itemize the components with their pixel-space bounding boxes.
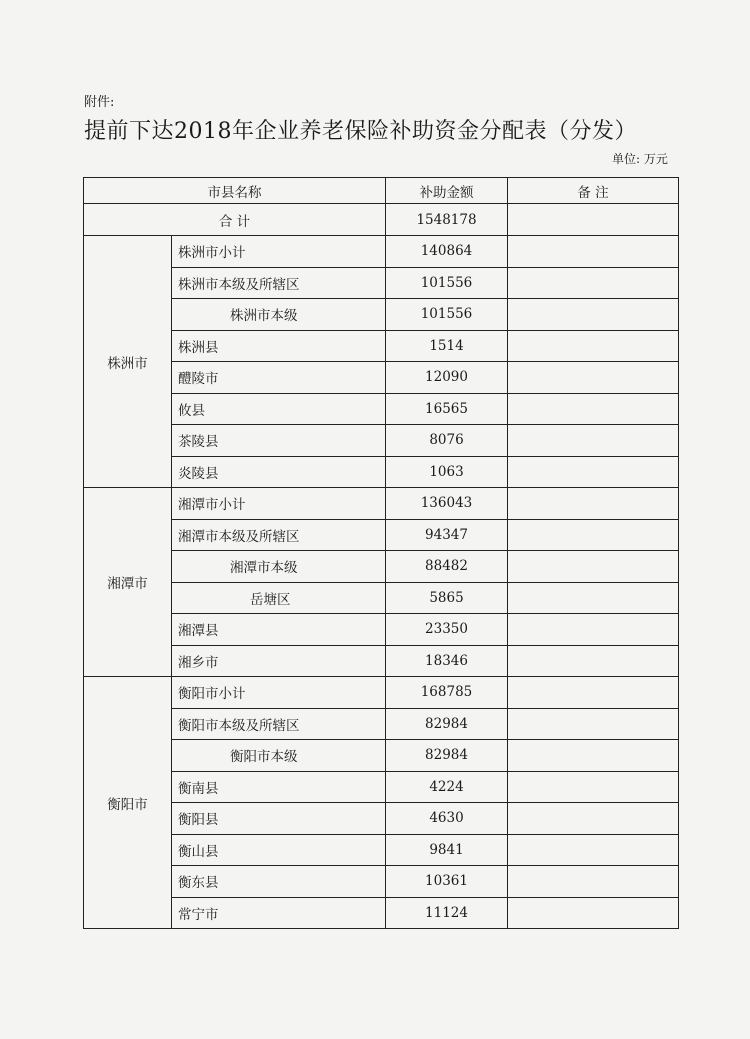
- table-row: [84, 614, 679, 646]
- region-name-cell: 茶陵县: [172, 425, 386, 457]
- table-row: [84, 393, 679, 425]
- region-name-cell: 湘潭市本级及所辖区: [172, 519, 386, 551]
- note-cell: [508, 551, 679, 583]
- region-name-cell: 株洲市本级: [172, 299, 386, 331]
- amount-cell: 168785: [386, 677, 508, 709]
- amount-cell: 1514: [386, 330, 508, 362]
- amount-cell: 82984: [386, 740, 508, 772]
- table-row: [84, 267, 679, 299]
- region-name-cell: 岳塘区: [172, 582, 386, 614]
- region-name-cell: 湘潭县: [172, 614, 386, 646]
- region-name-cell: 攸县: [172, 393, 386, 425]
- amount-cell: 18346: [386, 645, 508, 677]
- amount-cell: 1063: [386, 456, 508, 488]
- note-cell: [508, 614, 679, 646]
- amount-cell: 16565: [386, 393, 508, 425]
- amount-cell: 11124: [386, 897, 508, 929]
- note-cell: [508, 866, 679, 898]
- region-name-cell: 衡南县: [172, 771, 386, 803]
- amount-cell: 101556: [386, 299, 508, 331]
- amount-cell: 82984: [386, 708, 508, 740]
- note-cell: [508, 740, 679, 772]
- region-name-cell: 衡阳市小计: [172, 677, 386, 709]
- amount-cell: 94347: [386, 519, 508, 551]
- table-row: [84, 488, 679, 520]
- table-row: [84, 519, 679, 551]
- total-label: 合 计: [84, 204, 386, 236]
- amount-cell: 4630: [386, 803, 508, 835]
- note-cell: [508, 488, 679, 520]
- total-amount: 1548178: [386, 204, 508, 236]
- table-row: [84, 897, 679, 929]
- note-cell: [508, 393, 679, 425]
- total-note: [508, 204, 679, 236]
- table-row: [84, 236, 679, 268]
- table-row: [84, 866, 679, 898]
- region-name-cell: 湘潭市小计: [172, 488, 386, 520]
- region-name-cell: 醴陵市: [172, 362, 386, 394]
- amount-cell: 23350: [386, 614, 508, 646]
- note-cell: [508, 519, 679, 551]
- city-cell: 湘潭市: [84, 488, 172, 677]
- note-cell: [508, 362, 679, 394]
- unit-label: 单位: 万元: [612, 152, 668, 166]
- amount-cell: 136043: [386, 488, 508, 520]
- table-row: [84, 425, 679, 457]
- note-cell: [508, 236, 679, 268]
- table-row: [84, 740, 679, 772]
- amount-cell: 5865: [386, 582, 508, 614]
- amount-cell: 101556: [386, 267, 508, 299]
- region-name-cell: 衡阳市本级: [172, 740, 386, 772]
- amount-cell: 140864: [386, 236, 508, 268]
- note-cell: [508, 267, 679, 299]
- city-cell: 株洲市: [84, 236, 172, 488]
- note-cell: [508, 771, 679, 803]
- amount-cell: 10361: [386, 866, 508, 898]
- table-row: [84, 456, 679, 488]
- amount-cell: 9841: [386, 834, 508, 866]
- region-name-cell: 株洲市本级及所辖区: [172, 267, 386, 299]
- table-row: [84, 803, 679, 835]
- total-row: [84, 204, 679, 236]
- region-name-cell: 衡东县: [172, 866, 386, 898]
- header-name: 市县名称: [84, 178, 386, 204]
- table-row: [84, 582, 679, 614]
- table-row: [84, 834, 679, 866]
- note-cell: [508, 425, 679, 457]
- note-cell: [508, 834, 679, 866]
- note-cell: [508, 330, 679, 362]
- header-amount: 补助金额: [386, 178, 508, 204]
- amount-cell: 8076: [386, 425, 508, 457]
- amount-cell: 4224: [386, 771, 508, 803]
- region-name-cell: 株洲县: [172, 330, 386, 362]
- note-cell: [508, 456, 679, 488]
- table-row: [84, 299, 679, 331]
- amount-cell: 12090: [386, 362, 508, 394]
- table-row: [84, 771, 679, 803]
- region-name-cell: 常宁市: [172, 897, 386, 929]
- region-name-cell: 株洲市小计: [172, 236, 386, 268]
- table-row: [84, 677, 679, 709]
- region-name-cell: 衡山县: [172, 834, 386, 866]
- city-cell: 衡阳市: [84, 677, 172, 929]
- note-cell: [508, 708, 679, 740]
- table-row: [84, 551, 679, 583]
- table-header-row: [84, 178, 679, 204]
- region-name-cell: 湘乡市: [172, 645, 386, 677]
- header-note: 备 注: [508, 178, 679, 204]
- table-row: [84, 330, 679, 362]
- table-row: [84, 708, 679, 740]
- amount-cell: 88482: [386, 551, 508, 583]
- attachment-label: 附件:: [84, 95, 115, 110]
- note-cell: [508, 897, 679, 929]
- note-cell: [508, 582, 679, 614]
- region-name-cell: 湘潭市本级: [172, 551, 386, 583]
- note-cell: [508, 677, 679, 709]
- region-name-cell: 炎陵县: [172, 456, 386, 488]
- region-name-cell: 衡阳县: [172, 803, 386, 835]
- allocation-table: [83, 177, 679, 929]
- table-row: [84, 362, 679, 394]
- note-cell: [508, 645, 679, 677]
- note-cell: [508, 299, 679, 331]
- region-name-cell: 衡阳市本级及所辖区: [172, 708, 386, 740]
- note-cell: [508, 803, 679, 835]
- table-row: [84, 645, 679, 677]
- page-title: 提前下达2018年企业养老保险补助资金分配表（分发）: [84, 119, 637, 144]
